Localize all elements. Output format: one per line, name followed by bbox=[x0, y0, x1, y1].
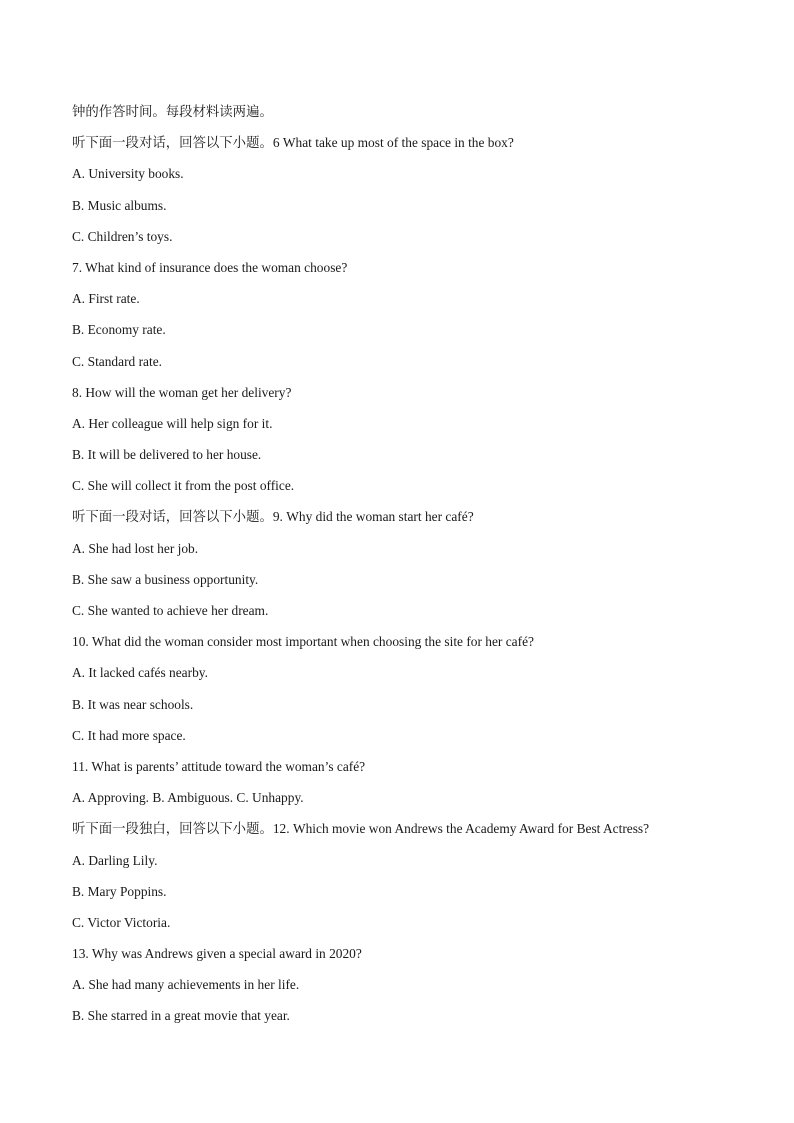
q6-option-c: C. Children’s toys. bbox=[72, 228, 173, 244]
question-13: 13. Why was Andrews given a special award in 2020? bbox=[72, 946, 362, 962]
q8-option-a: A. Her colleague will help sign for it. bbox=[72, 415, 273, 431]
q8-option-c: C. She will collect it from the post office. bbox=[72, 478, 295, 494]
q10-option-b: B. It was near schools. bbox=[72, 696, 194, 712]
question-10: 10. What did the woman consider most important when choosing the site for her café? bbox=[72, 634, 534, 650]
q7-option-c: C. Standard rate. bbox=[72, 353, 162, 369]
exam-text bbox=[72, 101, 762, 1037]
question-7: 7. What kind of insurance does the woman choose? bbox=[72, 259, 348, 275]
q13-option-b: B. She starred in a great movie that year. bbox=[72, 1008, 290, 1024]
question-8: 8. How will the woman get her delivery? bbox=[72, 384, 292, 400]
q7-option-b: B. Economy rate. bbox=[72, 322, 166, 338]
q6-option-b: B. Music albums. bbox=[72, 197, 167, 213]
q9-option-c: C. She wanted to achieve her dream. bbox=[72, 603, 269, 618]
q10-option-c: C. It had more space. bbox=[72, 727, 186, 743]
instruction-continuation: 钟的作答时间。每段材料读两遍。 bbox=[72, 104, 273, 119]
q7-option-a: A. First rate. bbox=[72, 291, 140, 307]
question-12: 听下面一段独白，回答以下小题。12. Which movie won Andrews the Academy Award for Best Actress? bbox=[72, 821, 650, 837]
q12-option-a: A. Darling Lily. bbox=[72, 852, 158, 868]
q9-option-b: B. She saw a business opportunity. bbox=[72, 571, 259, 587]
question-6: 听下面一段对话，回答以下小题。6 What take up most of the space in the box? bbox=[72, 135, 514, 151]
q12-option-b: B. Mary Poppins. bbox=[72, 883, 167, 899]
question-11: 11. What is parents’ attitude toward the woman’s café? bbox=[72, 758, 366, 774]
q6-option-a: A. University books. bbox=[72, 166, 184, 182]
question-9: 听下面一段对话，回答以下小题。9. Why did the woman start her café? bbox=[72, 509, 474, 525]
q9-option-a: A. She had lost her job. bbox=[72, 540, 199, 556]
q11-options: A. Approving. B. Ambiguous. C. Unhappy. bbox=[72, 790, 304, 806]
q12-option-c: C. Victor Victoria. bbox=[72, 914, 171, 930]
q10-option-a: A. It lacked cafés nearby. bbox=[72, 665, 208, 681]
q8-option-b: B. It will be delivered to her house. bbox=[72, 447, 262, 463]
q13-option-a: A. She had many achievements in her life. bbox=[72, 977, 300, 993]
